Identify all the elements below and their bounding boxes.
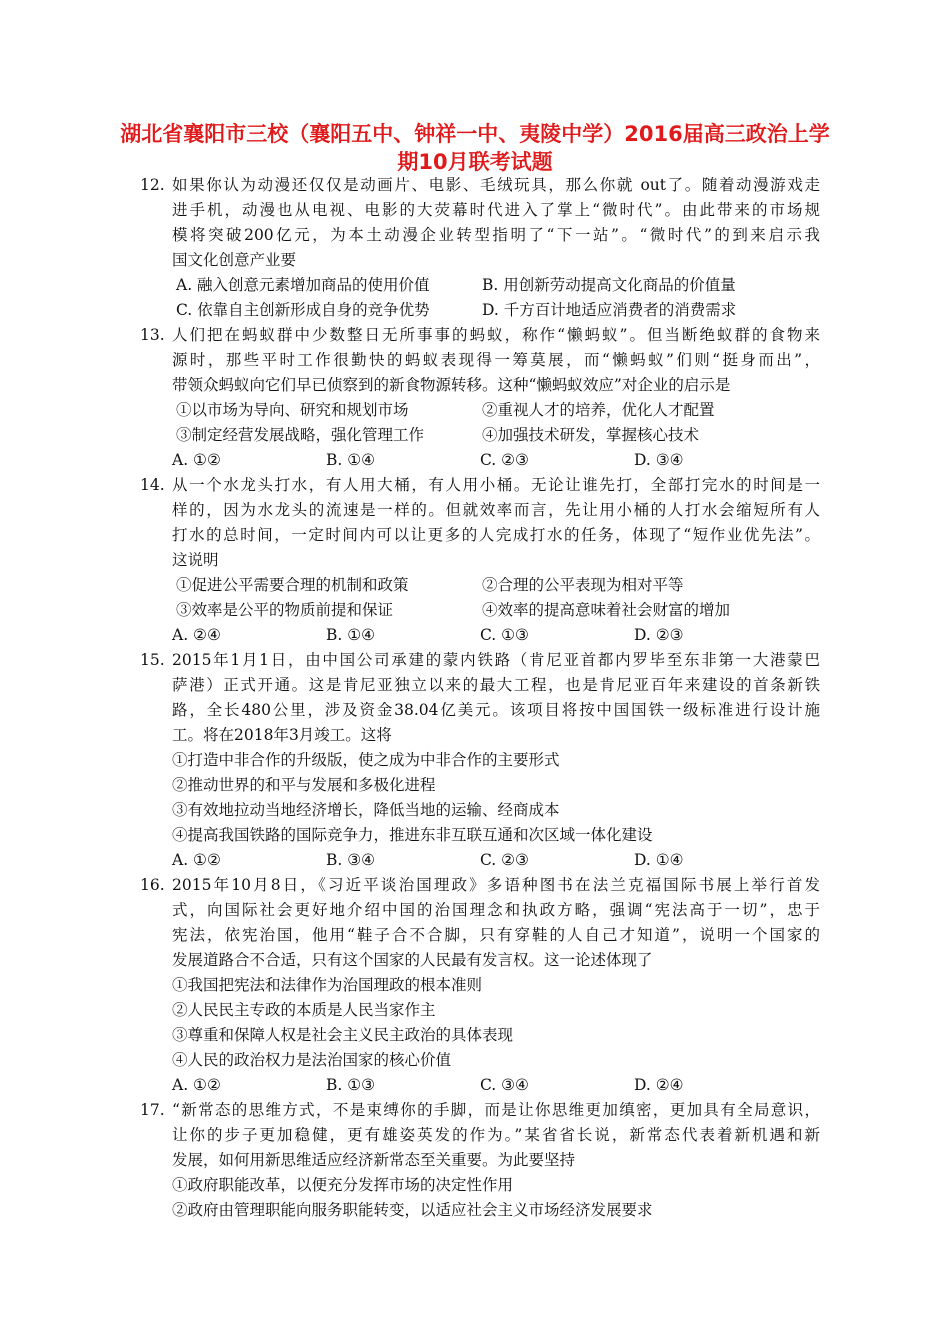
question-17	[140, 1098, 820, 1223]
statement-1: ①促进公平需要合理的机制和政策	[176, 576, 409, 594]
question-list	[140, 173, 820, 1223]
answer-row	[172, 848, 820, 873]
question-number: 12.	[140, 176, 165, 194]
answer-a: A. ①②	[172, 451, 221, 469]
question-stem-line: 萨港）正式开通。这是肯尼亚独立以来的最大工程，也是肯尼亚百年来建设的首条新铁	[172, 676, 820, 694]
statement-row	[172, 423, 820, 448]
choice-row	[172, 298, 820, 323]
question-stem-line: 工。将在2018年3月竣工。这将	[172, 726, 392, 744]
question-stem-line: 式，向国际社会更好地介绍中国的治国理念和执政方略，强调“宪法高于一切”，忠于	[172, 901, 820, 919]
question-stem-line: 带领众蚂蚁向它们早已侦察到的新食物源转移。这种“懒蚂蚁效应”对企业的启示是	[172, 376, 731, 394]
answer-d: D. ②④	[634, 1076, 684, 1094]
answer-a: A. ①②	[172, 851, 221, 869]
question-stem-line: 路，全长480公里，涉及资金38.04亿美元。该项目将按中国国铁一级标准进行设计施	[172, 701, 820, 719]
question-stem-line: 宪法，依宪治国，他用“鞋子合不合脚，只有穿鞋的人自己才知道”，说明一个国家的	[172, 926, 820, 944]
question-stem-line: 发展，如何用新思维适应经济新常态至关重要。为此要坚持	[172, 1151, 576, 1169]
statement-row	[172, 398, 820, 423]
document-title: 湖北省襄阳市三校（襄阳五中、钟祥一中、夷陵中学）2016届高三政治上学期10月联考试题	[120, 122, 830, 174]
answer-row	[172, 1073, 820, 1098]
choice-d: D. 千方百计地适应消费者的消费需求	[482, 301, 737, 319]
answer-c: C. ②③	[480, 451, 529, 469]
answer-c: C. ①③	[480, 626, 529, 644]
question-stem-line: 发展道路合不合适，只有这个国家的人民最有发言权。这一论述体现了	[172, 951, 653, 969]
question-stem-line: 让你的步子更加稳健，更有雄姿英发的作为。”某省省长说，新常态代表着新机遇和新	[172, 1126, 820, 1144]
question-stem-line: 2015年1月1日，由中国公司承建的蒙内铁路（肯尼亚首都内罗毕至东非第一大港蒙巴	[172, 651, 820, 669]
statement-4: ④效率的提高意味着社会财富的增加	[482, 601, 731, 619]
statement-3: ③尊重和保障人权是社会主义民主政治的具体表现	[172, 1026, 514, 1044]
answer-a: A. ②④	[172, 626, 221, 644]
choice-b: B. 用创新劳动提高文化商品的价值量	[482, 276, 736, 294]
question-14	[140, 473, 820, 648]
question-15	[140, 648, 820, 873]
question-13	[140, 323, 820, 473]
statement-3: ③效率是公平的物质前提和保证	[176, 601, 394, 619]
statement-1: ①以市场为导向、研究和规划市场	[176, 401, 409, 419]
answer-c: C. ③④	[480, 1076, 529, 1094]
statement-4: ④提高我国铁路的国际竞争力，推进东非互联互通和次区域一体化建设	[172, 826, 653, 844]
question-stem-line: 样的，因为水龙头的流速是一样的。但就效率而言，先让用小桶的人打水会缩短所有人	[172, 501, 820, 519]
question-stem-line: 这说明	[172, 551, 219, 569]
answer-b: B. ①③	[326, 1076, 376, 1094]
statement-2: ②重视人才的培养，优化人才配置	[482, 401, 715, 419]
question-stem-line: 从一个水龙头打水，有人用大桶，有人用小桶。无论让谁先打，全部打完水的时间是一	[172, 476, 820, 494]
statement-4: ④人民的政治权力是法治国家的核心价值	[172, 1051, 452, 1069]
answer-d: D. ②③	[634, 626, 684, 644]
statement-3: ③制定经营发展战略，强化管理工作	[176, 426, 425, 444]
statement-4: ④加强技术研发，掌握核心技术	[482, 426, 700, 444]
question-stem-line: 如果你认为动漫还仅仅是动画片、电影、毛绒玩具，那么你就 out了。随着动漫游戏走	[172, 176, 820, 194]
answer-b: B. ①④	[326, 451, 376, 469]
question-number: 13.	[140, 326, 165, 344]
choice-c: C. 依靠自主创新形成自身的竞争优势	[176, 301, 430, 319]
statement-3: ③有效地拉动当地经济增长，降低当地的运输、经商成本	[172, 801, 560, 819]
statement-2: ②人民民主专政的本质是人民当家作主	[172, 1001, 436, 1019]
choice-row	[172, 273, 820, 298]
statement-row	[172, 598, 820, 623]
question-stem-line: 源时，那些平时工作很勤快的蚂蚁表现得一筹莫展，而“懒蚂蚁”们则“挺身而出”，	[172, 351, 820, 369]
question-number: 16.	[140, 876, 165, 894]
statement-row	[172, 573, 820, 598]
statement-1: ①政府职能改革，以便充分发挥市场的决定性作用	[172, 1176, 514, 1194]
question-stem-line: 国文化创意产业要	[172, 251, 297, 269]
answer-b: B. ③④	[326, 851, 376, 869]
question-12	[140, 173, 820, 323]
question-16	[140, 873, 820, 1098]
statement-1: ①打造中非合作的升级版，使之成为中非合作的主要形式	[172, 751, 560, 769]
question-stem-line: “新常态的思维方式，不是束缚你的手脚，而是让你思维更加缜密，更加具有全局意识，	[172, 1101, 820, 1119]
answer-row	[172, 448, 820, 473]
question-stem-line: 人们把在蚂蚁群中少数整日无所事事的蚂蚁，称作“懒蚂蚁”。但当断绝蚁群的食物来	[172, 326, 820, 344]
answer-row	[172, 623, 820, 648]
question-stem-line: 进手机，动漫也从电视、电影的大荧幕时代进入了掌上“微时代”。由此带来的市场规	[172, 201, 820, 219]
statement-2: ②政府由管理职能向服务职能转变，以适应社会主义市场经济发展要求	[172, 1201, 653, 1219]
answer-a: A. ①②	[172, 1076, 221, 1094]
statement-2: ②推动世界的和平与发展和多极化进程	[172, 776, 436, 794]
statement-2: ②合理的公平表现为相对平等	[482, 576, 684, 594]
answer-c: C. ②③	[480, 851, 529, 869]
question-number: 15.	[140, 651, 165, 669]
answer-d: D. ①④	[634, 851, 684, 869]
answer-b: B. ①④	[326, 626, 376, 644]
choice-a: A. 融入创意元素增加商品的使用价值	[176, 276, 430, 294]
question-number: 14.	[140, 476, 165, 494]
answer-d: D. ③④	[634, 451, 684, 469]
question-number: 17.	[140, 1101, 165, 1119]
question-stem-line: 2015年10月8日，《习近平谈治国理政》多语种图书在法兰克福国际书展上举行首发	[172, 876, 820, 894]
question-stem-line: 模将突破200亿元，为本土动漫企业转型指明了“下一站”。“微时代”的到来启示我	[172, 226, 820, 244]
question-stem-line: 打水的总时间，一定时间内可以让更多的人完成打水的任务，体现了“短作业优先法”。	[172, 526, 820, 544]
statement-1: ①我国把宪法和法律作为治国理政的根本准则	[172, 976, 483, 994]
